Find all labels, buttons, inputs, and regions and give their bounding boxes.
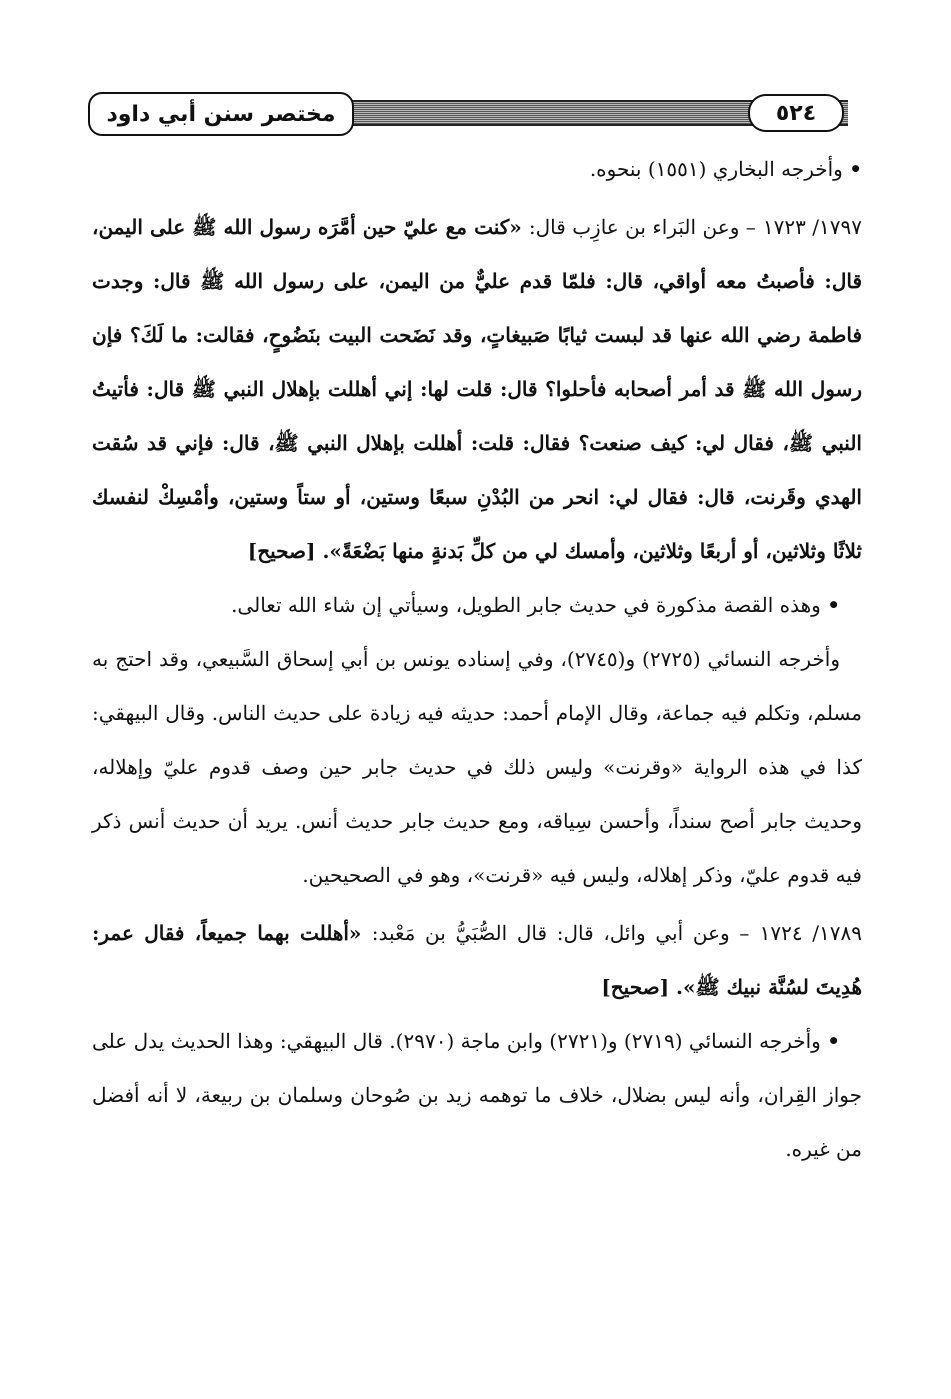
bullet-icon: • xyxy=(827,1029,841,1053)
hadith-number: ١٧٨٩/ ١٧٢٤ xyxy=(759,921,862,945)
page-body xyxy=(92,142,862,1176)
note-text-2: وهذه القصة مذكورة في حديث جابر الطويل، وسيأتي إن شاء الله تعالى. xyxy=(231,593,821,617)
book-title: مختصر سنن أبي داود xyxy=(88,92,354,136)
hadith-text: «أهللت بهما جميعاً، فقال عمر: هُدِيتَ لسُنَّة نبيك ﷺ». xyxy=(92,921,862,999)
hadith-grade: [صحيح] xyxy=(247,539,316,563)
hadith-text: «كنت مع عليّ حين أمَّرَه رسول الله ﷺ على اليمن، قال: فأصبتُ معه أواقي، قال: فلمّا قدم عليٌّ من اليمن، على رسول الله ﷺ قال: وجدت فاطمة رضي الله عنها قد لبست ثيابًا صَبيغاتٍ، وقد نَضَحت البيت بنَضُوحٍ، فقالت: ما لَكَ؟ فإن رسول الله ﷺ قد أمر أصحابه فأحلوا؟ قال: قلت لها: إني أهللت بإهلال النبي ﷺ قال: فأتيتُ النبي ﷺ، فقال لي: كيف صنعت؟ فقال: قلت: أهللت بإهلال النبي ﷺ، قال: فإني قد سُقت الهدي وقَرنت، قال: فقال لي: انحر من البُدْنِ سبعًا وستين، أو ستاً وستين، وأمْسِكْ لنفسك ثلاثًا وثلاثين، أو أربعًا وثلاثين، وأمسك لي من كلِّ بَدنةٍ منها بَضْعَةً». xyxy=(92,215,862,563)
hadith-number: ١٧٩٧/ ١٧٢٣ xyxy=(762,215,863,239)
hadith-1723 xyxy=(92,200,862,578)
note-text-1: وأخرجه البخاري (١٥٥١) بنحوه. xyxy=(589,157,843,181)
bullet-icon: • xyxy=(827,593,840,617)
note-text-3: وأخرجه النسائي (٢٧٢٥) و(٢٧٤٥)، وفي إسناده يونس بن أبي إسحاق السَّبيعي، وقد احتج به مسلم، وتكلم فيه جماعة، وقال الإمام أحمد: حديثه فيه زيادة على حديث الناس. وقال البيهقي: كذا في هذه الرواية «وقرنت» وليس ذلك في حديث جابر حين وصف قدوم عليّ وإهلاله، وحديث جابر أصح سنداً، وأحسن سِياقه، ومع حديث جابر حديث أنس. يريد أن حديث أنس ذكر فيه قدوم عليّ، وذكر إهلاله، وليس فيه «قرنت»، وهو في الصحيحين. xyxy=(92,647,862,887)
note-paragraph-4 xyxy=(92,1014,862,1176)
note-paragraph-1 xyxy=(92,142,862,196)
hadith-grade: [صحيح] xyxy=(601,975,670,999)
bullet-icon: • xyxy=(849,157,862,181)
page-number: ٥٢٤ xyxy=(748,94,844,132)
hadith-1724 xyxy=(92,906,862,1014)
note-paragraph-2 xyxy=(92,578,862,632)
note-paragraph-3 xyxy=(92,632,862,902)
note-text-4: وأخرجه النسائي (٢٧١٩) و(٢٧٢١) وابن ماجة (٢٩٧٠). قال البيهقي: وهذا الحديث يدل على جواز القِران، وأنه ليس بضلال، خلاف ما توهمه زيد بن صُوحان وسلمان بن ربيعة، لا أنه أفضل من غيره. xyxy=(92,1029,862,1161)
page-header xyxy=(88,92,858,136)
hadith-chain: – وعن البَراء بن عازِب قال: xyxy=(528,215,756,239)
hadith-chain: – وعن أبي وائل، قال: قال الصُّبَيُّ بن مَعْبد: xyxy=(371,921,750,945)
